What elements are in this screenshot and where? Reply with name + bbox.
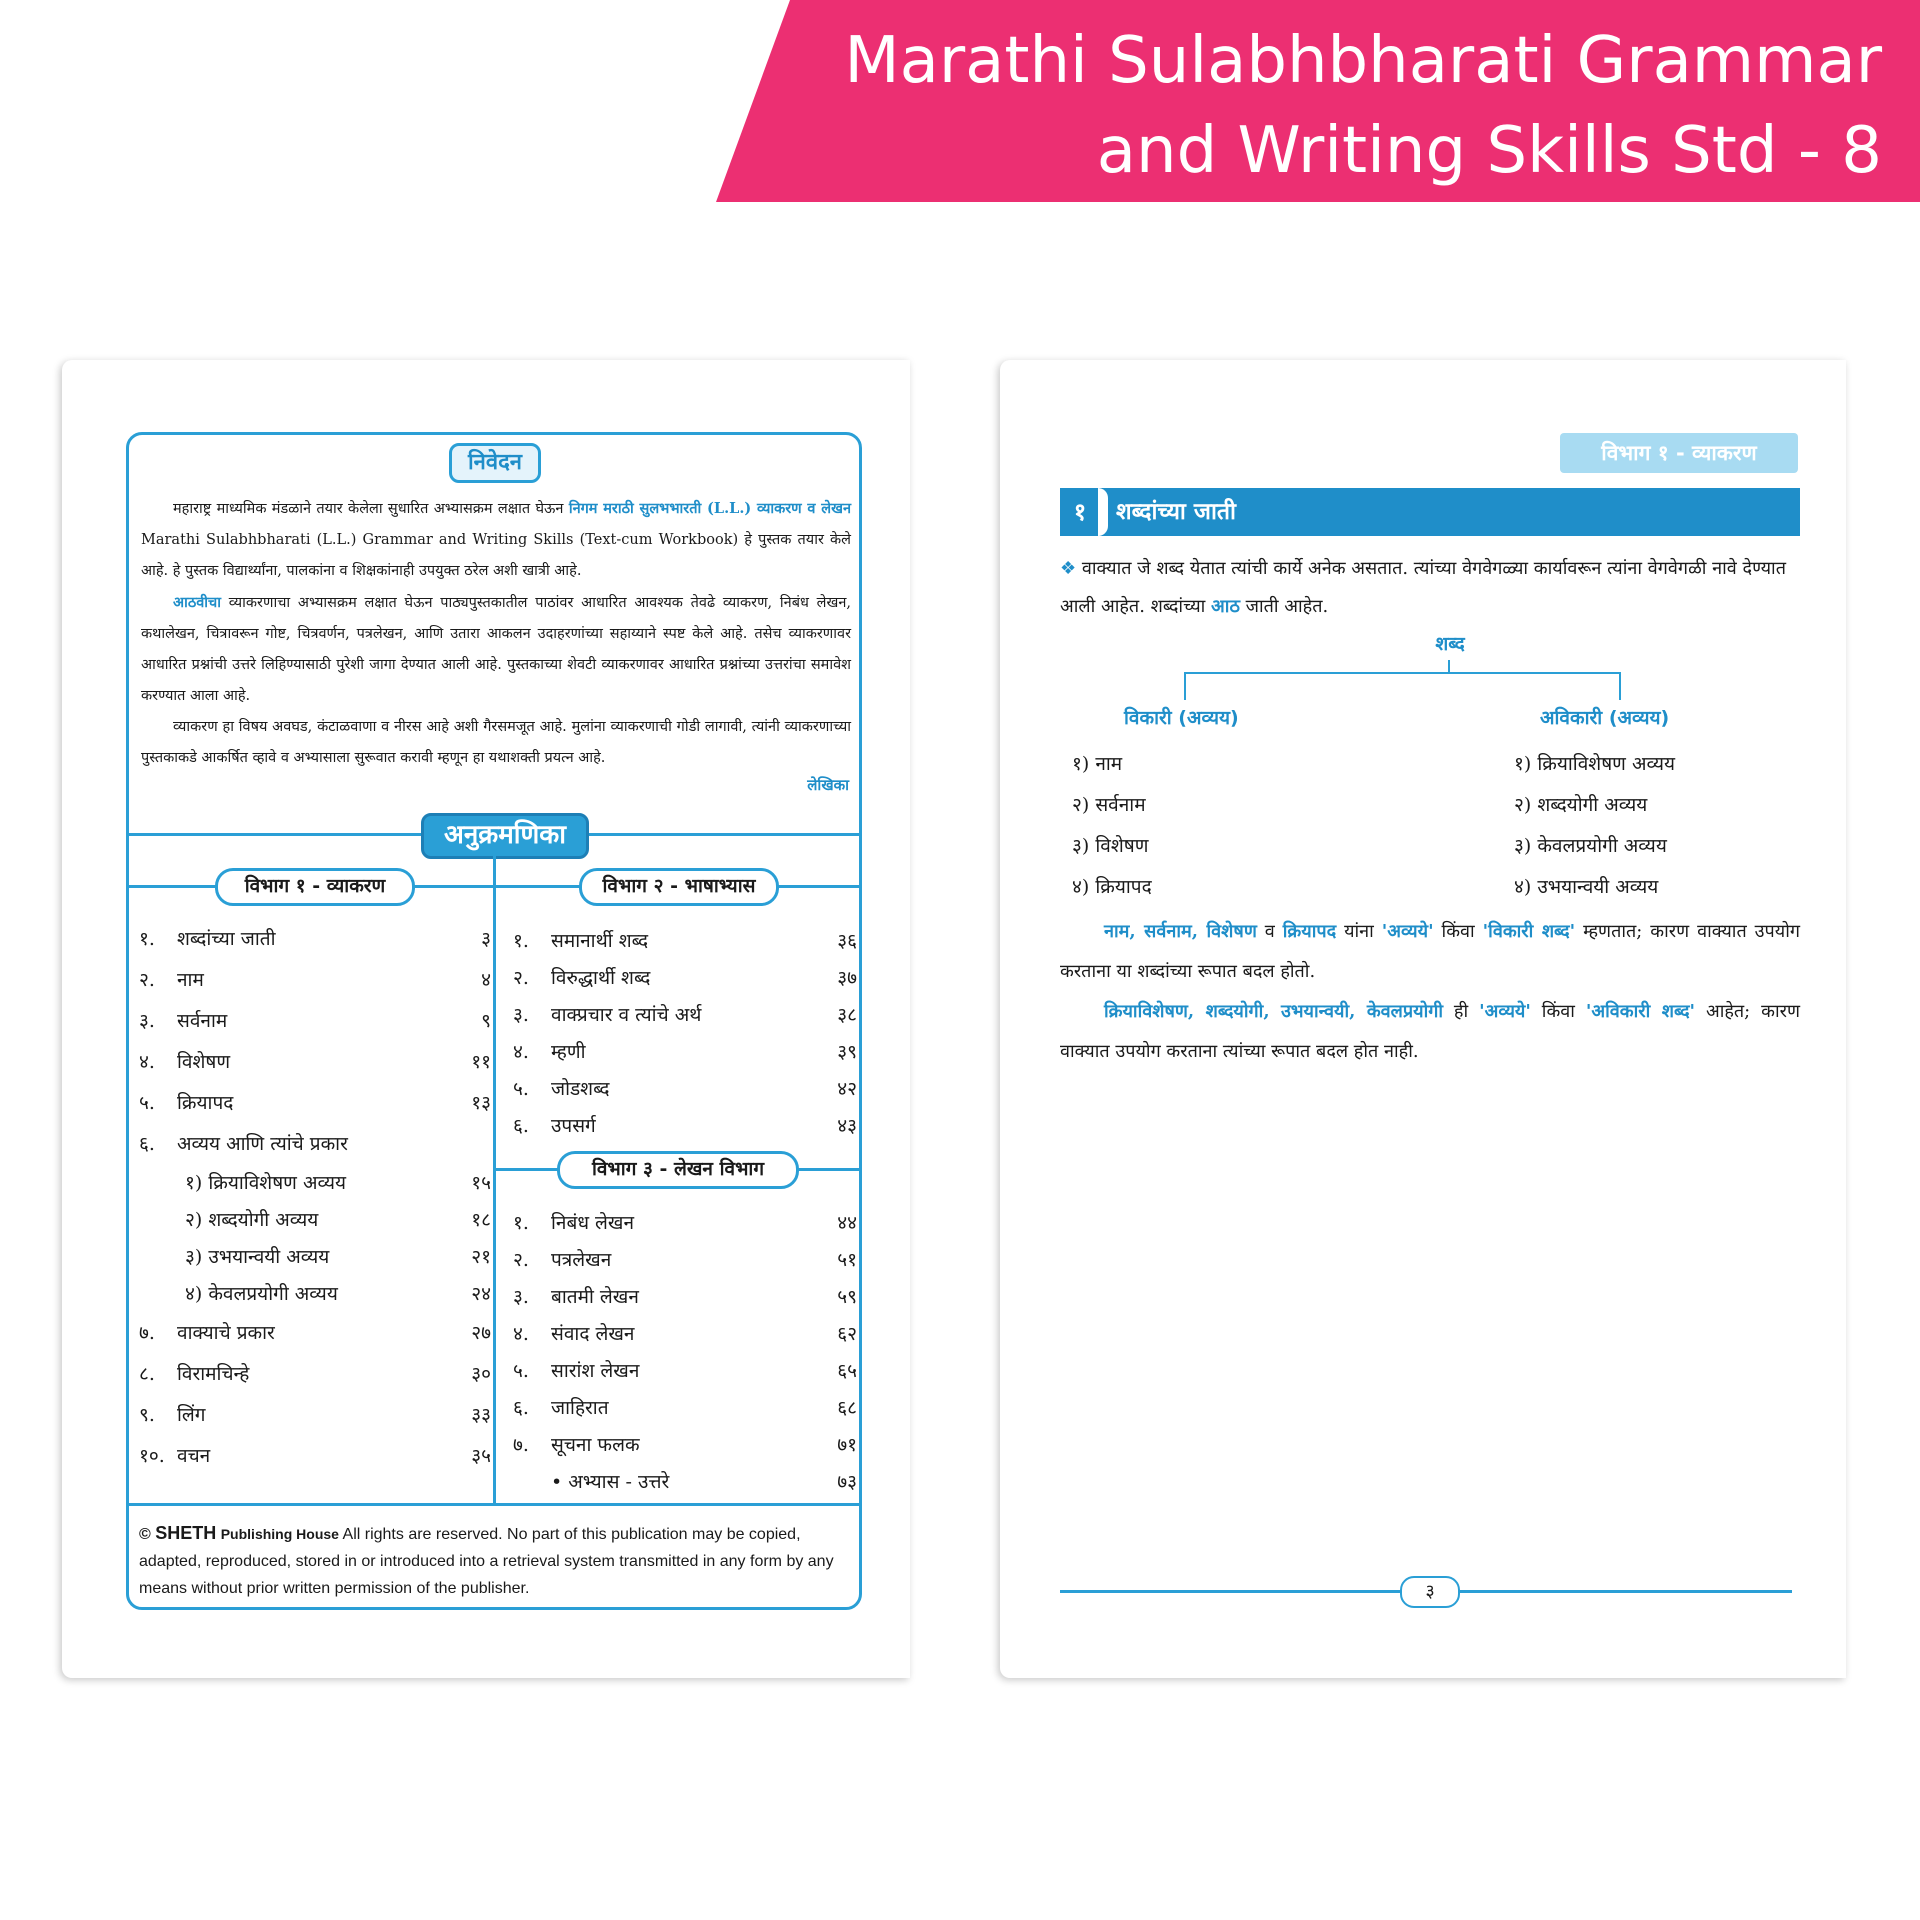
preface-p1-b: Marathi Sulabhbharati (L.L.) Grammar and Writing Skills (Text-cum Workbook) हे पुस्तक तयार केले आहे. हे पुस्तक विद्यार्थ्यांना, पालकांना व शिक्षकांनाही उपयुक्त ठरेल अशी खात्री आहे. [141,532,851,579]
highlight: क्रियापद [1282,921,1337,942]
toc-label: विरुद्धार्थी शब्द [551,967,651,989]
toc-label: ३) उभयान्वयी अव्यय [185,1246,330,1268]
preface-text [141,493,851,774]
toc-page: ४४ [837,1212,857,1234]
toc-row[interactable] [513,1316,857,1353]
toc-page: ३९ [837,1041,857,1063]
toc-row[interactable] [513,1427,857,1464]
toc-label: विरामचिन्हे [177,1363,250,1385]
toc-num: ५. [139,1092,155,1114]
toc-page: ३७ [837,967,857,989]
toc-page: २४ [471,1283,491,1305]
toc-page: ३५ [471,1445,491,1467]
toc-num: २. [513,1249,529,1271]
toc-subrow[interactable] [139,1239,491,1276]
toc-row[interactable] [139,1083,491,1124]
toc-page: १५ [471,1172,491,1194]
bullet-diamond-icon: ❖ [1060,558,1082,579]
toc-label: जाहिरात [551,1397,609,1419]
highlight: नाम, सर्वनाम, विशेषण [1104,921,1257,942]
intro-highlight: आठ [1211,596,1240,617]
copyright-notice [139,1520,859,1602]
toc-subrow[interactable] [139,1165,491,1202]
toc-row[interactable] [513,1034,857,1071]
list-item: २) शब्दयोगी अव्यय [1514,794,1648,816]
text: किंवा [1530,1001,1586,1022]
publisher-brand: SHETH [155,1523,217,1543]
toc-num: ३. [513,1286,529,1308]
highlight: 'अव्यये' [1479,1001,1531,1022]
preface-p1-a: महाराष्ट्र माध्यमिक मंडळाने तयार केलेला सुधारित अभ्यासक्रम लक्षात घेऊन [173,501,569,517]
toc-row[interactable] [513,1242,857,1279]
toc-label: जोडशब्द [551,1078,610,1100]
section2-list [513,923,857,1145]
publisher-house: Publishing House [220,1526,339,1542]
toc-num: १०. [139,1445,165,1467]
section-tag: विभाग १ - व्याकरण [1560,433,1798,473]
toc-row[interactable] [513,1353,857,1390]
left-branch-title: विकारी (अव्यय) [1124,707,1239,729]
toc-label: ४) केवलप्रयोगी अव्यय [185,1283,338,1305]
toc-page: ३६ [837,930,857,952]
toc-num: ५. [513,1078,529,1100]
toc-page: ४३ [837,1115,857,1137]
copyright-text: All rights are reserved. No part of this publication may be copied, adapted, reproduced, stored in or introduced into a retrieval system transmitted in any form by any means without prior written permission of the publisher. [139,1526,834,1597]
explanation-text [1060,912,1800,1072]
section3-list [513,1205,857,1501]
toc-row[interactable] [139,1001,491,1042]
toc-page: ४ [481,969,491,991]
preface-p2: व्याकरणाचा अभ्यासक्रम लक्षात घेऊन पाठ्यपुस्तकातील पाठांवर आधारित आवश्यक तेवढे व्याकरण, निबंध लेखन, कथालेखन, चित्रावरून गोष्ट, चित्रवर्णन, पत्रलेखन, आणि उतारा आकलन उदाहरणांच्या सहाय्याने स्पष्ट केले आहे. तसेच व्याकरणावर आधारित प्रश्नांची उत्तरे लिहिण्यासाठी पुरेशी जागा देण्यात आली आहे. पुस्तकाच्या शेवटी व्याकरणावर आधारित प्रश्नांच्या उत्तरांचा समावेश करण्यात आला आहे. [141,595,851,704]
toc-label: • अभ्यास - उत्तरे [551,1471,670,1493]
toc-page: ६२ [837,1323,857,1345]
contents-frame [126,432,862,1610]
toc-num: ६. [139,1133,155,1155]
section1-list [139,919,491,1477]
right-branch-list [1514,744,1675,908]
toc-label: शब्दांच्या जाती [177,928,276,950]
preface-paragraph-3: व्याकरण हा विषय अवघड, कंटाळवाणा व नीरस आहे अशी गैरसमजूत आहे. मुलांना व्याकरणाची गोडी लागावी, त्यांनी व्याकरणाच्या पुस्तकाकडे आकर्षित व्हावे व अभ्यासाला सुरूवात करावी म्हणून हा यथाशक्ती प्रयत्न आहे. [141,719,851,766]
toc-label: क्रियापद [177,1092,234,1114]
toc-label: १) क्रियाविशेषण अव्यय [185,1172,347,1194]
toc-page: २१ [471,1246,491,1268]
toc-row[interactable] [513,1108,857,1145]
text: आहेत; कारण वाक्यात उपयोग करताना त्यांच्या रूपात बदल होत नाही. [1060,1001,1800,1062]
toc-page: ६५ [837,1360,857,1382]
toc-num: १. [513,930,529,952]
toc-num: ६. [513,1115,529,1137]
toc-row[interactable] [513,1205,857,1242]
intro-text-a: वाक्यात जे शब्द येतात त्यांची कार्ये अनेक असतात. त्यांच्या वेगवेगळ्या कार्यावरून त्यांना वेगवेगळी नावे देण्यात आली आहेत. शब्दांच्या [1060,558,1786,617]
toc-page: ३३ [471,1404,491,1426]
list-item: १) नाम [1072,753,1123,775]
intro-text-b: जाती आहेत. [1239,596,1329,617]
toc-row[interactable] [139,1124,491,1165]
toc-label: अव्यय आणि त्यांचे प्रकार [177,1133,348,1155]
toc-page: ५१ [837,1249,857,1271]
toc-label: बातमी लेखन [551,1286,639,1308]
right-branch-title: अविकारी (अव्यय) [1540,707,1670,729]
toc-label: वाक्याचे प्रकार [177,1322,275,1344]
page-number: ३ [1400,1576,1460,1608]
toc-row[interactable] [513,1071,857,1108]
toc-page: ११ [471,1051,491,1073]
toc-label: नाम [177,969,204,991]
toc-num: ७. [139,1322,155,1344]
toc-row[interactable] [513,1279,857,1316]
highlight: क्रियाविशेषण, शब्दयोगी, उभयान्वयी, केवलप्रयोगी [1104,1001,1444,1022]
toc-label: सारांश लेखन [551,1360,640,1382]
banner-title [782,16,1882,196]
toc-page: ३८ [837,1004,857,1026]
toc-label: विशेषण [177,1051,231,1073]
explanation-paragraph-1 [1060,912,1800,992]
text: किंवा [1433,921,1483,942]
copyright-symbol: © [139,1526,151,1543]
toc-label: निबंध लेखन [551,1212,635,1234]
toc-num: १. [139,928,155,950]
highlight: 'अविकारी शब्द' [1585,1001,1696,1022]
tree-connector [1619,672,1621,700]
toc-label: सर्वनाम [177,1010,228,1032]
section3-title: विभाग ३ - लेखन विभाग [557,1151,799,1189]
toc-subrow[interactable] [139,1276,491,1313]
toc-label: वचन [177,1445,211,1467]
tree-connector [1184,672,1621,674]
section2-title: विभाग २ - भाषाभ्यास [579,868,779,906]
left-page [62,360,910,1678]
preface-paragraph-2 [141,587,851,712]
toc-page: १३ [471,1092,491,1114]
toc-page: ७३ [837,1471,857,1493]
toc-page: ३ [481,928,491,950]
toc-row[interactable] [139,1313,491,1354]
toc-page: ५९ [837,1286,857,1308]
toc-label: संवाद लेखन [551,1323,635,1345]
tree-connector [1184,672,1186,700]
list-item: ३) विशेषण [1072,835,1149,857]
toc-page: १८ [471,1209,491,1231]
left-branch-list [1072,744,1152,908]
toc-num: ६. [513,1397,529,1419]
toc-row[interactable] [139,1354,491,1395]
list-item: २) सर्वनाम [1072,794,1146,816]
section1-title: विभाग १ - व्याकरण [215,868,415,906]
title-banner [0,0,1920,202]
preface-signature: लेखिका [807,776,849,794]
toc-subrow[interactable] [139,1202,491,1239]
toc-num: ८. [139,1363,155,1385]
toc-num: ४. [513,1323,529,1345]
list-item: ३) केवलप्रयोगी अव्यय [1514,835,1667,857]
banner-title-line2: and Writing Skills Std - 8 [1096,114,1882,188]
list-item: १) क्रियाविशेषण अव्यय [1514,753,1676,775]
list-item: ४) उभयान्वयी अव्यय [1514,876,1659,898]
highlight: 'अव्यये' [1381,921,1434,942]
preface-p1-highlight: निगम मराठी सुलभभारती (L.L.) व्याकरण व लेखन [568,500,851,517]
toc-row[interactable] [139,1436,491,1477]
chapter-header [1060,488,1800,536]
toc-label: समानार्थी शब्द [551,930,649,952]
index-title: अनुक्रमणिका [421,813,589,859]
toc-page: २७ [471,1322,491,1344]
toc-page: ७१ [837,1434,857,1456]
toc-row[interactable] [139,960,491,1001]
copyright-divider [129,1503,859,1506]
toc-num: ५. [513,1360,529,1382]
preface-title: निवेदन [449,443,541,483]
toc-num: ४. [513,1041,529,1063]
list-item: ४) क्रियापद [1072,876,1152,898]
toc-page: ४२ [837,1078,857,1100]
toc-row[interactable] [513,1464,857,1501]
chapter-title: शब्दांच्या जाती [1116,499,1236,525]
toc-num: ७. [513,1434,529,1456]
toc-num: ९. [139,1404,155,1426]
toc-row[interactable] [139,1042,491,1083]
intro-paragraph [1060,550,1800,626]
toc-label: २) शब्दयोगी अव्यय [185,1209,319,1231]
preface-paragraph-1 [141,493,851,587]
toc-label: लिंग [177,1404,206,1426]
toc-row[interactable] [513,1390,857,1427]
text: यांना [1336,921,1382,942]
toc-page: ६८ [837,1397,857,1419]
toc-row[interactable] [139,919,491,960]
toc-label: पत्रलेखन [551,1249,612,1271]
toc-num: २. [513,967,529,989]
text: व [1256,921,1283,942]
toc-page: ९ [481,1010,491,1032]
toc-num: ३. [513,1004,529,1026]
toc-num: २. [139,969,155,991]
toc-label: म्हणी [551,1041,586,1063]
toc-num: ४. [139,1051,155,1073]
right-page [1000,360,1846,1678]
highlight: 'विकारी शब्द' [1482,921,1576,942]
banner-title-line1: Marathi Sulabhbharati Grammar [844,24,1882,98]
toc-row[interactable] [513,997,857,1034]
explanation-paragraph-2 [1060,992,1800,1072]
toc-label: सूचना फलक [551,1434,640,1456]
toc-num: १. [513,1212,529,1234]
toc-num: ३. [139,1010,155,1032]
tree-root: शब्द [1435,633,1465,655]
chapter-number: १ [1073,498,1087,526]
toc-row[interactable] [513,923,857,960]
chapter-notch [1098,488,1108,536]
toc-row[interactable] [513,960,857,997]
preface-p2-highlight: आठवीचा [173,594,222,611]
column-divider [493,855,496,1503]
toc-row[interactable] [139,1395,491,1436]
toc-label: वाक्प्रचार व त्यांचे अर्थ [551,1004,702,1026]
toc-page: ३० [471,1363,491,1385]
text: ही [1443,1001,1480,1022]
text: म्हणतात; कारण वाक्यात उपयोग करताना या शब्दांच्या रूपात बदल होतो. [1060,921,1800,982]
toc-label: उपसर्ग [551,1115,596,1137]
